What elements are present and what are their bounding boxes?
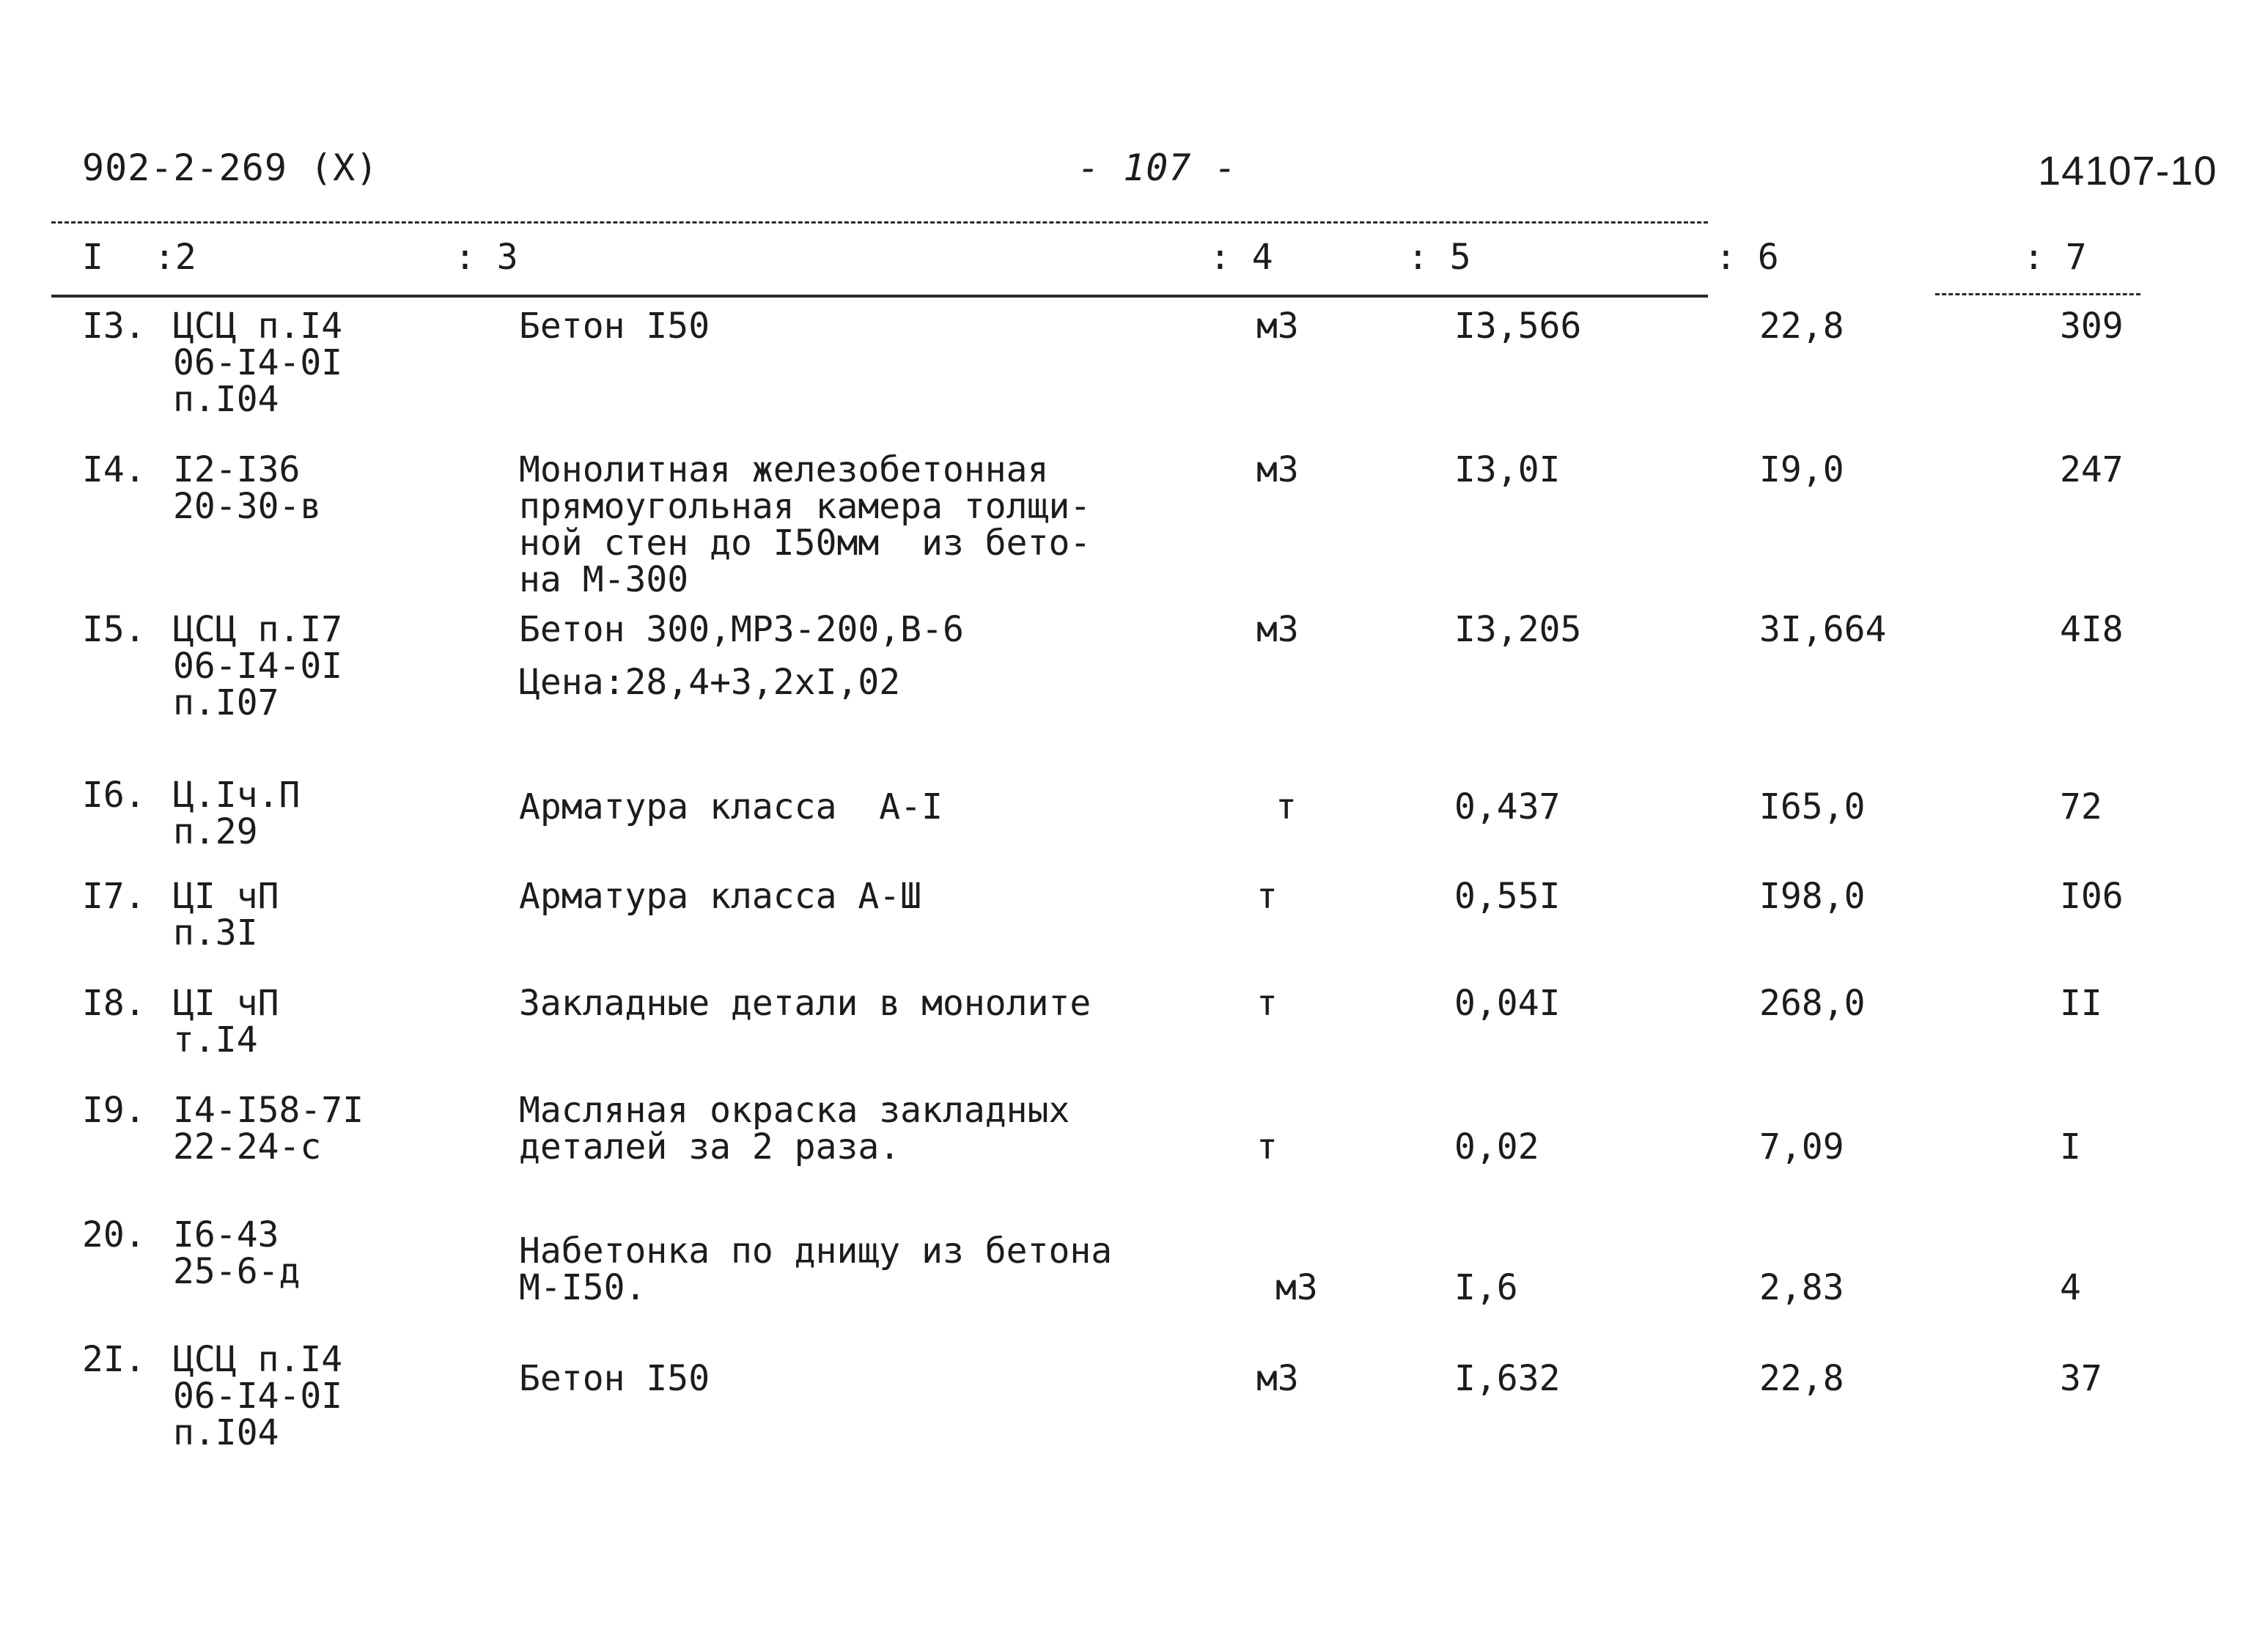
row-total: 37	[2060, 1358, 2102, 1399]
row-reference: ЦСЦ п.I4 06-I4-0I п.I04	[173, 306, 343, 420]
row-number: I5.	[82, 609, 146, 650]
row-unit: т	[1256, 876, 1278, 917]
column-header-6: : 6	[1715, 237, 1779, 278]
row-quantity: 0,437	[1454, 786, 1561, 827]
row-quantity: 0,55I	[1454, 876, 1561, 917]
table-top-rule	[51, 221, 1708, 224]
row-unit: м3	[1256, 1358, 1299, 1399]
row-reference: Ц.Iч.П п.29	[173, 775, 301, 852]
row-number: I9.	[82, 1090, 146, 1131]
row-quantity: I,6	[1454, 1267, 1518, 1308]
row-unit: т	[1256, 1126, 1278, 1167]
row-unit: т	[1275, 786, 1297, 827]
row-number: I4.	[82, 449, 146, 490]
row-total: II	[2060, 983, 2102, 1024]
row-description: Бетон I50	[519, 306, 710, 347]
column-header-5: : 5	[1407, 237, 1471, 278]
row-description: Арматура класса А-I	[519, 786, 943, 827]
row-quantity: I3,205	[1454, 609, 1582, 650]
row-unit: м3	[1256, 449, 1299, 490]
row-price-note: Цена:28,4+3,2хI,02	[519, 662, 901, 703]
row-quantity: 0,02	[1454, 1126, 1539, 1167]
row-reference: ЦI чП п.3I	[173, 876, 279, 953]
row-unit: м3	[1256, 306, 1299, 347]
sheet-number: 14107-10	[2038, 147, 2217, 193]
row-total: I	[2060, 1126, 2081, 1167]
row-reference: I2-I36 20-30-в	[173, 449, 322, 527]
row-quantity: I,632	[1454, 1358, 1561, 1399]
row-description: Монолитная железобетонная прямоугольная камера толщи- ной стен до I50мм из бето- на М-300	[519, 449, 1091, 600]
row-unit: м3	[1256, 609, 1299, 650]
row-description: Набетонка по днищу из бетона М-I50.	[519, 1231, 1113, 1308]
row-unit-price: 22,8	[1759, 1358, 1844, 1399]
page-number: - 107 -	[1078, 147, 1237, 189]
table-header-rule-right	[1935, 293, 2140, 295]
row-quantity: I3,566	[1454, 306, 1582, 347]
column-header-3: : 3	[454, 237, 518, 278]
row-number: I6.	[82, 775, 146, 816]
row-unit-price: 22,8	[1759, 306, 1844, 347]
row-number: 20.	[82, 1214, 146, 1255]
row-description: Закладные детали в монолите	[519, 983, 1091, 1024]
row-unit-price: 3I,664	[1759, 609, 1887, 650]
row-unit-price: 7,09	[1759, 1126, 1844, 1167]
row-quantity: 0,04I	[1454, 983, 1561, 1024]
row-total: I06	[2060, 876, 2124, 917]
row-unit-price: 2,83	[1759, 1267, 1844, 1308]
row-number: I3.	[82, 306, 146, 347]
row-description: Масляная окраска закладных деталей за 2 раза.	[519, 1090, 1070, 1167]
row-description: Бетон 300,МРЗ-200,В-6	[519, 609, 964, 650]
column-header-1: I	[82, 237, 103, 278]
row-reference: I6-43 25-6-д	[173, 1214, 301, 1292]
row-quantity: I3,0I	[1454, 449, 1561, 490]
row-number: I7.	[82, 876, 146, 917]
row-reference: I4-I58-7I 22-24-с	[173, 1090, 364, 1167]
row-unit-price: I9,0	[1759, 449, 1844, 490]
document-code: 902-2-269 (X)	[82, 147, 379, 189]
row-total: 247	[2060, 449, 2124, 490]
table-header-rule	[51, 295, 1708, 298]
row-number: 2I.	[82, 1339, 146, 1380]
row-reference: ЦСЦ п.I7 06-I4-0I п.I07	[173, 609, 343, 723]
column-header-2: :2	[154, 237, 196, 278]
row-unit-price: I98,0	[1759, 876, 1866, 917]
row-description: Бетон I50	[519, 1358, 710, 1399]
column-header-4: : 4	[1210, 237, 1273, 278]
row-unit: м3	[1275, 1267, 1318, 1308]
row-total: 4I8	[2060, 609, 2124, 650]
column-header-7: : 7	[2023, 237, 2087, 278]
row-total: 309	[2060, 306, 2124, 347]
row-unit-price: I65,0	[1759, 786, 1866, 827]
row-total: 72	[2060, 786, 2102, 827]
row-number: I8.	[82, 983, 146, 1024]
row-reference: ЦСЦ п.I4 06-I4-0I п.I04	[173, 1339, 343, 1453]
row-unit: т	[1256, 983, 1278, 1024]
row-unit-price: 268,0	[1759, 983, 1866, 1024]
row-description: Арматура класса А-Ш	[519, 876, 922, 917]
row-reference: ЦI чП т.I4	[173, 983, 279, 1060]
row-total: 4	[2060, 1267, 2081, 1308]
